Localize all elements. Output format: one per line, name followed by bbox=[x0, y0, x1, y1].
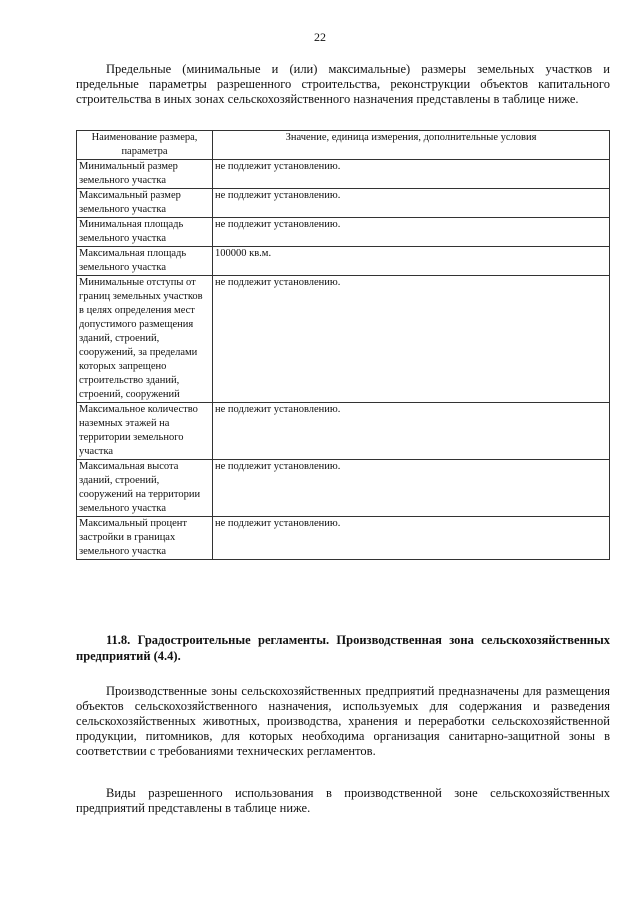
row-value: не подлежит установлению. bbox=[213, 403, 610, 460]
header-parameter-name: Наименование размера, параметра bbox=[77, 131, 213, 160]
table-row bbox=[77, 276, 610, 403]
row-name: Максимальный процент застройки в границах земельного участка bbox=[77, 517, 213, 560]
table-row bbox=[77, 517, 610, 560]
row-name: Максимальный размер земельного участка bbox=[77, 189, 213, 218]
section-number: 11.8. bbox=[106, 633, 131, 647]
row-name: Максимальная высота зданий, строений, сооружений на территории земельного участка bbox=[77, 460, 213, 517]
row-value: не подлежит установлению. bbox=[213, 160, 610, 189]
section-title: Градостроительные регламенты. Производственная зона сельскохозяйственных предприятий (4.4). bbox=[76, 633, 610, 663]
table-row bbox=[77, 160, 610, 189]
page-number: 22 bbox=[314, 30, 326, 44]
row-value: 100000 кв.м. bbox=[213, 247, 610, 276]
row-name: Минимальные отступы от границ земельных участков в целях определения мест допустимого размещения зданий, строений, сооружений, за пределами которых запрещено строительство зданий, строений, сооружений bbox=[77, 276, 213, 403]
table-row bbox=[77, 247, 610, 276]
section-heading bbox=[76, 632, 610, 664]
row-name: Максимальное количество наземных этажей на территории земельного участка bbox=[77, 403, 213, 460]
parameters-table bbox=[76, 130, 610, 560]
intro-paragraph: Предельные (минимальные и (или) максимальные) размеры земельных участков и предельные параметры разрешенного строительства, реконструкции объектов капитального строительства в иных зонах сельскохозяйственного назначения представлены в таблице ниже. bbox=[76, 62, 610, 106]
row-name: Минимальный размер земельного участка bbox=[77, 160, 213, 189]
row-value: не подлежит установлению. bbox=[213, 460, 610, 517]
row-value: не подлежит установлению. bbox=[213, 189, 610, 218]
table-row bbox=[77, 189, 610, 218]
body-paragraph: Производственные зоны сельскохозяйственных предприятий предназначены для размещения объектов сельскохозяйственного назначения, используемых для содержания и разведения сельскохозяйственных животных, производства, хранения и переработки сельскохозяйственной продукции, питомников, для которых необходима организация санитарно-защитной зоны в соответствии с требованиями технических регламентов. bbox=[76, 684, 610, 758]
row-name: Минимальная площадь земельного участка bbox=[77, 218, 213, 247]
table-header-row bbox=[77, 131, 610, 160]
header-parameter-value: Значение, единица измерения, дополнительные условия bbox=[213, 131, 610, 160]
row-value: не подлежит установлению. bbox=[213, 218, 610, 247]
table-row bbox=[77, 403, 610, 460]
body-paragraph: Виды разрешенного использования в производственной зоне сельскохозяйственных предприятий представлены в таблице ниже. bbox=[76, 786, 610, 815]
table-row bbox=[77, 460, 610, 517]
row-name: Максимальная площадь земельного участка bbox=[77, 247, 213, 276]
table-row bbox=[77, 218, 610, 247]
row-value: не подлежит установлению. bbox=[213, 517, 610, 560]
row-value: не подлежит установлению. bbox=[213, 276, 610, 403]
